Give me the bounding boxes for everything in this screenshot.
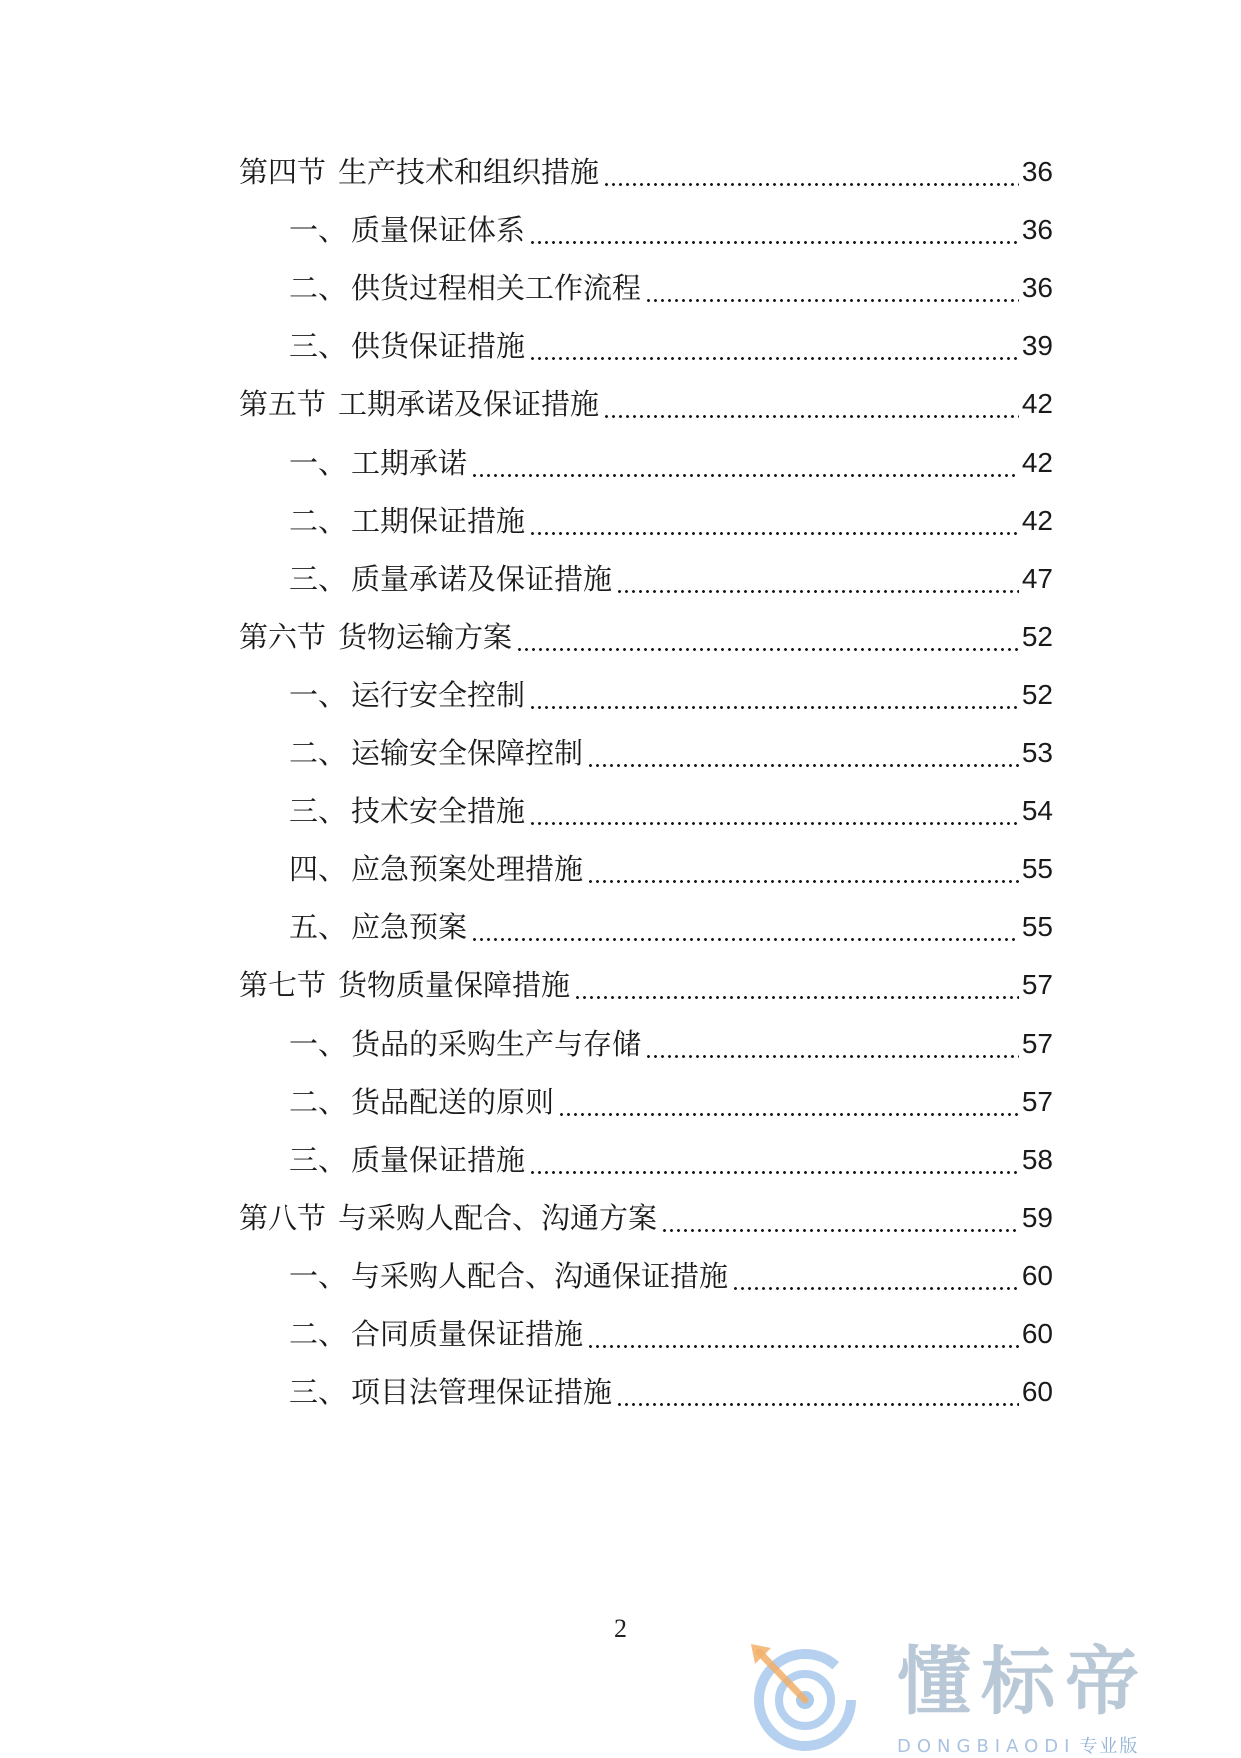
toc-entry-page: 42 <box>1021 388 1053 420</box>
toc-dot-leader <box>471 907 1019 947</box>
toc-entry-title: 工期承诺 <box>351 445 468 480</box>
toc-entry-number: 第七节 <box>239 968 327 1003</box>
toc-subsection-entry[interactable] <box>289 1140 1053 1180</box>
toc-entry-number: 第五节 <box>239 387 327 422</box>
toc-entry-page: 36 <box>1021 156 1053 187</box>
toc-entry-number: 一、 <box>289 1258 348 1293</box>
watermark-edition: 专业版 <box>1079 1736 1140 1757</box>
toc-entry-title: 供货过程相关工作流程 <box>351 271 642 306</box>
toc-entry-number: 三、 <box>289 1142 348 1177</box>
toc-entry-title: 货物质量保障措施 <box>338 968 571 1003</box>
toc-section-entry[interactable] <box>239 965 1053 1005</box>
toc-entry-title: 货物运输方案 <box>338 619 513 654</box>
toc-subsection-entry[interactable] <box>289 791 1053 831</box>
toc-entry-page: 42 <box>1021 446 1053 478</box>
toc-entry-page: 60 <box>1021 1259 1053 1291</box>
toc-entry-title: 工期承诺及保证措施 <box>338 387 600 422</box>
page-number: 2 <box>614 1614 627 1643</box>
toc-dot-leader <box>616 1372 1019 1412</box>
toc-entry-number: 三、 <box>289 794 348 829</box>
toc-subsection-entry[interactable] <box>289 559 1053 599</box>
toc-entry-title: 应急预案 <box>351 910 468 945</box>
toc-subsection-entry[interactable] <box>289 907 1053 947</box>
toc-entry-page: 60 <box>1021 1376 1053 1408</box>
toc-dot-leader <box>587 849 1019 889</box>
watermark-pinyin: DONGBIAODI <box>897 1736 1076 1757</box>
toc-entry-page: 57 <box>1021 1027 1053 1059</box>
toc-dot-leader <box>616 559 1019 599</box>
toc-dot-leader <box>471 443 1019 483</box>
toc-subsection-entry[interactable] <box>289 675 1053 715</box>
toc-subsection-entry[interactable] <box>289 268 1053 308</box>
toc-entry-title: 工期保证措施 <box>351 503 526 538</box>
toc-dot-leader <box>529 326 1019 366</box>
toc-subsection-entry[interactable] <box>289 443 1053 483</box>
watermark-brand-name: 懂标帝 <box>897 1639 1149 1725</box>
toc-entry-number: 三、 <box>289 561 348 596</box>
toc-entry-number: 一、 <box>289 677 348 712</box>
toc-entry-title: 与采购人配合、沟通方案 <box>338 1200 658 1235</box>
toc-subsection-entry[interactable] <box>289 1314 1053 1354</box>
toc-subsection-entry[interactable] <box>289 733 1053 773</box>
toc-entry-number: 二、 <box>289 1084 348 1119</box>
toc-entry-title: 质量保证措施 <box>351 1142 526 1177</box>
toc-entry-title: 生产技术和组织措施 <box>338 155 600 189</box>
toc-section-entry[interactable] <box>239 617 1053 657</box>
toc-dot-leader <box>587 733 1019 773</box>
toc-dot-leader <box>645 268 1019 308</box>
toc-dot-leader <box>587 1314 1019 1354</box>
toc-entry-page: 39 <box>1021 330 1053 362</box>
toc-entry-page: 58 <box>1021 1143 1053 1175</box>
toc-subsection-entry[interactable] <box>289 501 1053 541</box>
watermark-subtitle <box>897 1732 1139 1758</box>
toc-entry-title: 合同质量保证措施 <box>351 1317 584 1351</box>
toc-entry-title: 技术安全措施 <box>351 794 526 829</box>
toc-entry-title: 货品配送的原则 <box>351 1084 555 1119</box>
toc-entry-title: 货品的采购生产与存储 <box>351 1026 642 1061</box>
toc-dot-leader <box>732 1256 1019 1296</box>
toc-dot-leader <box>529 675 1019 715</box>
toc-entry-page: 57 <box>1021 969 1053 1001</box>
toc-entry-number: 二、 <box>289 736 348 770</box>
toc-subsection-entry[interactable] <box>289 326 1053 366</box>
toc-dot-leader <box>603 152 1019 192</box>
toc-subsection-entry[interactable] <box>289 1256 1053 1296</box>
toc-entry-number: 四、 <box>289 852 348 887</box>
toc-entry-page: 57 <box>1021 1085 1053 1117</box>
toc-subsection-entry[interactable] <box>289 849 1053 889</box>
toc-entry-page: 60 <box>1021 1318 1053 1349</box>
toc-entry-number: 五、 <box>289 910 348 945</box>
toc-entry-title: 供货保证措施 <box>351 329 526 364</box>
toc-entry-number: 第六节 <box>239 619 327 654</box>
toc-subsection-entry[interactable] <box>289 210 1053 250</box>
toc-entry-title: 项目法管理保证措施 <box>351 1375 613 1410</box>
toc-section-entry[interactable] <box>239 152 1053 192</box>
toc-entry-number: 一、 <box>289 213 348 248</box>
toc-entry-number: 一、 <box>289 445 348 480</box>
toc-entry-title: 与采购人配合、沟通保证措施 <box>351 1258 729 1293</box>
toc-entry-page: 47 <box>1021 562 1053 594</box>
toc-dot-leader <box>529 501 1019 541</box>
toc-section-entry[interactable] <box>239 1198 1053 1238</box>
toc-dot-leader <box>558 1082 1019 1122</box>
toc-dot-leader <box>516 617 1019 657</box>
toc-dot-leader <box>529 1140 1019 1180</box>
toc-subsection-entry[interactable] <box>289 1024 1053 1064</box>
toc-subsection-entry[interactable] <box>289 1372 1053 1412</box>
toc-entry-number: 二、 <box>289 503 348 538</box>
toc-dot-leader <box>529 210 1019 250</box>
toc-entry-page: 52 <box>1021 620 1053 652</box>
toc-entry-page: 36 <box>1021 214 1053 246</box>
toc-entry-number: 三、 <box>289 1375 348 1410</box>
toc-entry-number: 一、 <box>289 1026 348 1061</box>
toc-entry-title: 质量保证体系 <box>351 213 526 248</box>
toc-entry-number: 第四节 <box>239 155 327 189</box>
toc-entry-title: 应急预案处理措施 <box>351 852 584 887</box>
toc-dot-leader <box>529 791 1019 831</box>
toc-entry-page: 52 <box>1021 678 1053 710</box>
toc-section-entry[interactable] <box>239 384 1053 424</box>
toc-entry-page: 55 <box>1021 853 1053 885</box>
toc-entry-number: 二、 <box>289 271 348 306</box>
toc-entry-title: 运行安全控制 <box>351 677 526 712</box>
toc-dot-leader <box>574 965 1019 1005</box>
watermark <box>745 1638 1241 1757</box>
toc-entry-page: 36 <box>1021 272 1053 304</box>
toc-entry-page: 59 <box>1021 1201 1053 1233</box>
toc-dot-leader <box>645 1024 1019 1064</box>
toc-entry-page: 55 <box>1021 911 1053 943</box>
toc-entry-number: 第八节 <box>239 1200 327 1235</box>
toc-entry-title: 运输安全保障控制 <box>351 736 584 770</box>
toc-entry-page: 54 <box>1021 795 1053 827</box>
toc-entry-number: 二、 <box>289 1317 348 1351</box>
target-logo-icon <box>745 1638 865 1754</box>
toc-dot-leader <box>603 384 1019 424</box>
toc-entry-title: 质量承诺及保证措施 <box>351 561 613 596</box>
toc-entry-page: 42 <box>1021 504 1053 536</box>
toc-subsection-entry[interactable] <box>289 1082 1053 1122</box>
toc-entry-page: 53 <box>1021 737 1053 768</box>
toc-entry-number: 三、 <box>289 329 348 364</box>
toc-dot-leader <box>661 1198 1019 1238</box>
